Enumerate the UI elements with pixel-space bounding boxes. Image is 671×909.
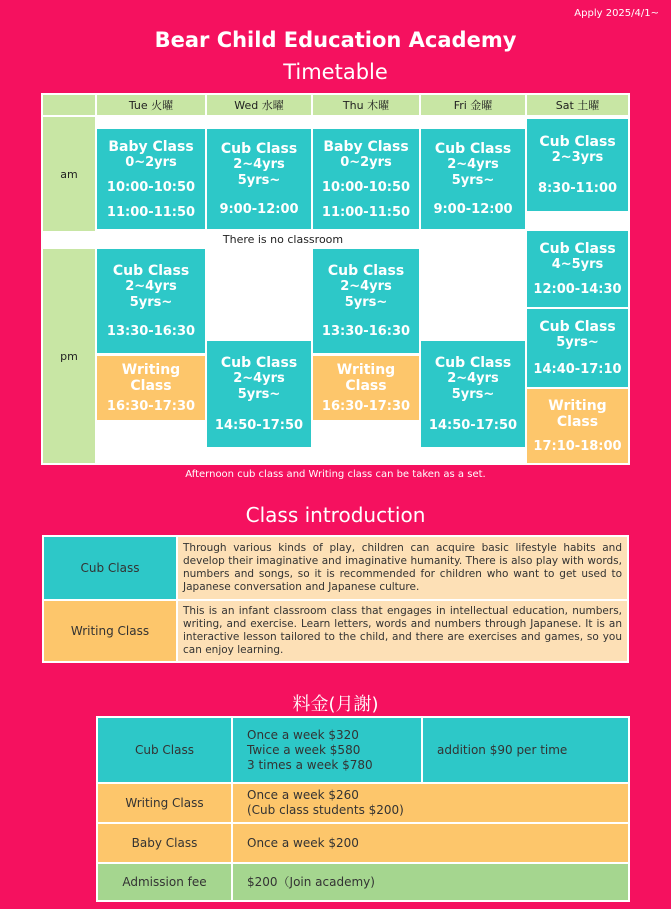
am-fri-class [421, 129, 525, 229]
class-age: 5yrs~ [556, 335, 599, 351]
class-age: 2~4yrs [233, 371, 285, 387]
class-time: 12:00-14:30 [533, 282, 622, 298]
fee-admission-label: Admission fee [97, 863, 232, 901]
class-name: Writing Class [336, 361, 396, 394]
class-age: 0~2yrs [340, 154, 392, 170]
class-name: Cub Class [327, 262, 405, 279]
table-row [43, 600, 628, 662]
table-row [43, 536, 628, 600]
table-row [97, 783, 629, 823]
pm-sat-cub-1 [527, 231, 628, 307]
class-name: Cub Class [112, 262, 190, 279]
fee-cub-values [232, 717, 422, 783]
table-row [97, 863, 629, 901]
pm-tue-cub [97, 249, 205, 353]
pm-sat-cub-2 [527, 309, 628, 387]
apply-date: Apply 2025/4/1~ [574, 8, 659, 19]
class-time: 9:00-12:00 [433, 201, 513, 217]
pm-sat-writing [527, 389, 628, 463]
class-name: Writing Class [548, 398, 607, 430]
class-age: 2~4yrs [340, 278, 392, 294]
day-header-sat: Sat 土曜 [527, 95, 628, 115]
class-age: 5yrs~ [451, 173, 495, 189]
class-age: 4~5yrs [551, 256, 604, 272]
class-time: 11:00-11:50 [106, 204, 196, 220]
class-age: 2~4yrs [233, 157, 285, 173]
intro-writing-label: Writing Class [43, 600, 177, 662]
fee-line: Once a week $320 [247, 727, 359, 742]
class-time: 14:50-17:50 [428, 417, 518, 433]
fee-line: (Cub class students $200) [247, 803, 404, 817]
class-age: 5yrs~ [237, 173, 281, 189]
pm-tue-writing [97, 356, 205, 420]
class-name: Writing Class [121, 361, 181, 394]
am-tue-class [97, 129, 205, 229]
pm-fri-cub [421, 341, 525, 447]
class-time: 10:00-10:50 [321, 180, 411, 195]
class-age: 2~4yrs [125, 278, 177, 294]
class-time: 8:30-11:00 [537, 181, 618, 196]
class-age: 2~4yrs [447, 371, 499, 387]
fee-admission-value: $200（Join academy) [232, 863, 629, 901]
class-time: 16:30-17:30 [106, 399, 196, 415]
class-name: Cub Class [434, 141, 512, 158]
fee-line: Twice a week $580 [247, 742, 361, 757]
table-row [97, 717, 629, 783]
pm-label: pm [43, 249, 95, 463]
class-age: 5yrs~ [344, 294, 388, 310]
class-time: 14:50-17:50 [214, 417, 304, 433]
class-age: 2~4yrs [447, 157, 499, 173]
class-name: Cub Class [220, 141, 298, 158]
class-name: Cub Class [434, 355, 512, 372]
class-time: 13:30-16:30 [321, 324, 411, 340]
no-class-note: There is no classroom [222, 233, 344, 246]
class-name: Cub Class [220, 355, 298, 372]
timetable-heading: Timetable [283, 60, 388, 84]
day-header-fri: Fri 金曜 [421, 95, 525, 115]
am-thu-class [313, 129, 419, 229]
intro-heading: Class introduction [245, 503, 426, 527]
day-header-wed: Wed 水曜 [207, 95, 311, 115]
corner-cell [43, 95, 95, 115]
page-title: Bear Child Education Academy [154, 28, 517, 52]
am-label: am [43, 117, 95, 231]
intro-cub-text: Through various kinds of play, children can acquire basic lifestyle habits and develop their imaginative and imaginative humanity. There is also play with words, numbers and songs, so it is recommended for children who want to get used to Japanese conversation and Japanese culture. [177, 536, 628, 600]
class-name: Cub Class [539, 240, 616, 257]
class-time: 16:30-17:30 [321, 399, 411, 415]
class-age: 2~3yrs [551, 150, 604, 165]
intro-cub-label: Cub Class [43, 536, 177, 600]
class-name: Baby Class [323, 138, 409, 155]
pm-thu-cub [313, 249, 419, 353]
day-header-tue: Tue 火曜 [97, 95, 205, 115]
timetable [41, 93, 630, 465]
fees-heading: 料金(月謝) [292, 694, 379, 715]
fee-line: Once a week $260 [247, 788, 359, 802]
class-age: 5yrs~ [129, 294, 173, 310]
class-time: 14:40-17:10 [533, 361, 622, 377]
pm-wed-cub [207, 341, 311, 447]
class-time: 10:00-10:50 [106, 180, 196, 195]
fee-baby-value: Once a week $200 [232, 823, 629, 863]
class-name: Baby Class [108, 138, 194, 155]
class-age: 0~2yrs [125, 154, 177, 170]
fee-cub-addition: addition $90 per time [422, 717, 629, 783]
fee-cub-label: Cub Class [97, 717, 232, 783]
class-age: 5yrs~ [237, 387, 281, 403]
set-note: Afternoon cub class and Writing class can be taken as a set. [185, 469, 486, 480]
class-name: Cub Class [539, 134, 616, 150]
class-time: 13:30-16:30 [106, 324, 196, 340]
am-sat-class [527, 119, 628, 211]
class-time: 17:10-18:00 [533, 439, 622, 454]
class-age: 5yrs~ [451, 387, 495, 403]
class-name: Cub Class [539, 319, 616, 336]
fees-table [96, 716, 630, 902]
am-wed-class [207, 129, 311, 229]
day-header-thu: Thu 木曜 [313, 95, 419, 115]
pm-thu-writing [313, 356, 419, 420]
class-time: 9:00-12:00 [219, 201, 299, 217]
table-row [97, 823, 629, 863]
fee-writing-values [232, 783, 629, 823]
fee-line: 3 times a week $780 [247, 757, 373, 772]
class-time: 11:00-11:50 [321, 204, 411, 220]
intro-writing-text: This is an infant classroom class that engages in intellectual education, numbers, writing, and exercise. Learn letters, words and numbers through Japanese. It is an interactive lesson tailored to the child, and there are exercises and games, so you can enjoy learning. [177, 600, 628, 662]
intro-table [42, 535, 629, 663]
fee-writing-label: Writing Class [97, 783, 232, 823]
fee-baby-label: Baby Class [97, 823, 232, 863]
